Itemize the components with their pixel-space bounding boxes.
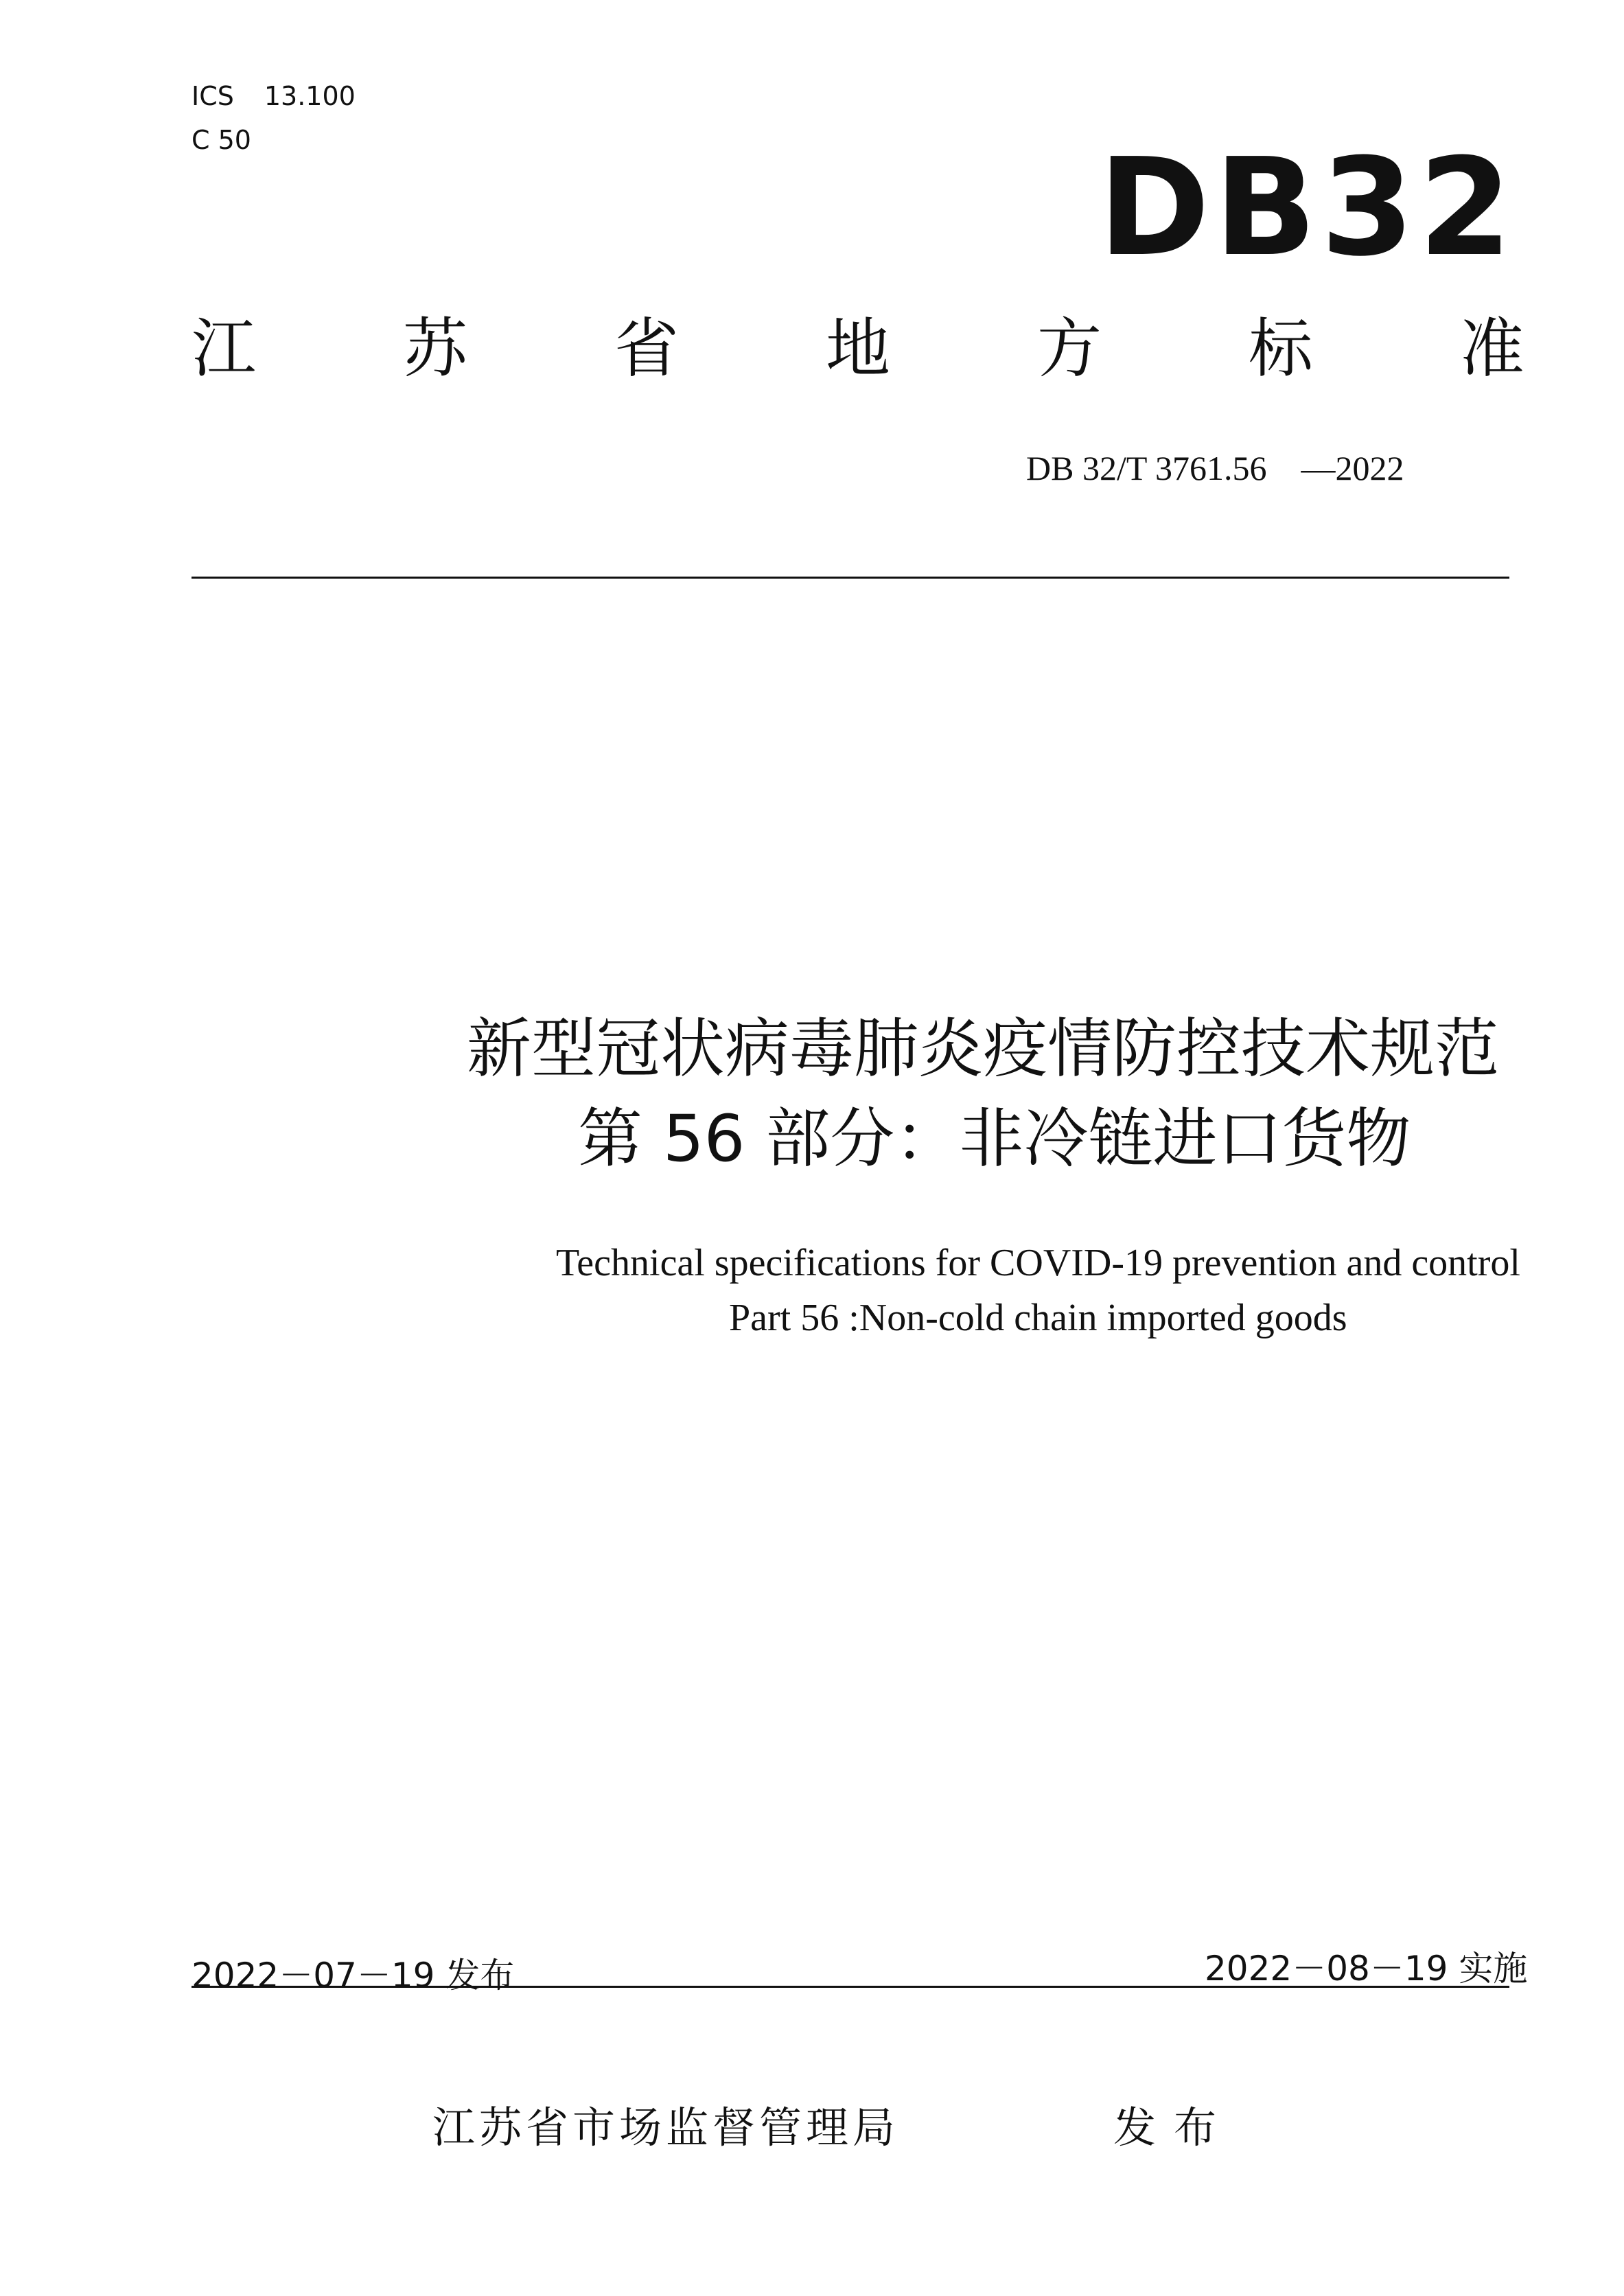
- standard-type-heading: [192, 312, 1524, 386]
- title-english-line-1: Technical specifications for COVID-19 prevention and control: [556, 1242, 1520, 1284]
- standard-type-char: 地: [825, 312, 890, 386]
- header-divider: [192, 577, 1509, 579]
- publish-date: 2022－07－19 发布: [192, 1956, 515, 1995]
- standard-type-char: 方: [1036, 312, 1102, 386]
- dates-divider: [192, 1986, 1509, 1988]
- db32-logo: DB32: [1098, 130, 1516, 286]
- standard-type-char: 苏: [402, 312, 467, 386]
- issue-label: 发布: [1113, 2102, 1235, 2153]
- standard-type-char: 标: [1248, 312, 1313, 386]
- title-english-line-2: Part 56 :Non-cold chain imported goods: [729, 1297, 1347, 1339]
- title-chinese-line-1: 新型冠状病毒肺炎疫情防控技术规范: [467, 1012, 1500, 1087]
- ics-label: ICS: [192, 81, 234, 111]
- standard-type-char: 省: [614, 312, 679, 386]
- ics-code: 13.100: [264, 81, 356, 111]
- standard-type-char: 准: [1459, 312, 1524, 386]
- effective-date: 2022－08－19 实施: [1205, 1949, 1528, 1988]
- ics-code-line: [192, 81, 356, 111]
- standard-number: DB 32/T 3761.56 —2022: [1026, 449, 1404, 487]
- standard-type-char: 江: [192, 312, 257, 386]
- issuing-authority: 江苏省市场监督管理局: [432, 2102, 900, 2153]
- title-chinese-line-2: 第 56 部分：非冷链进口货物: [578, 1102, 1411, 1176]
- ccs-code: C 50: [192, 125, 251, 155]
